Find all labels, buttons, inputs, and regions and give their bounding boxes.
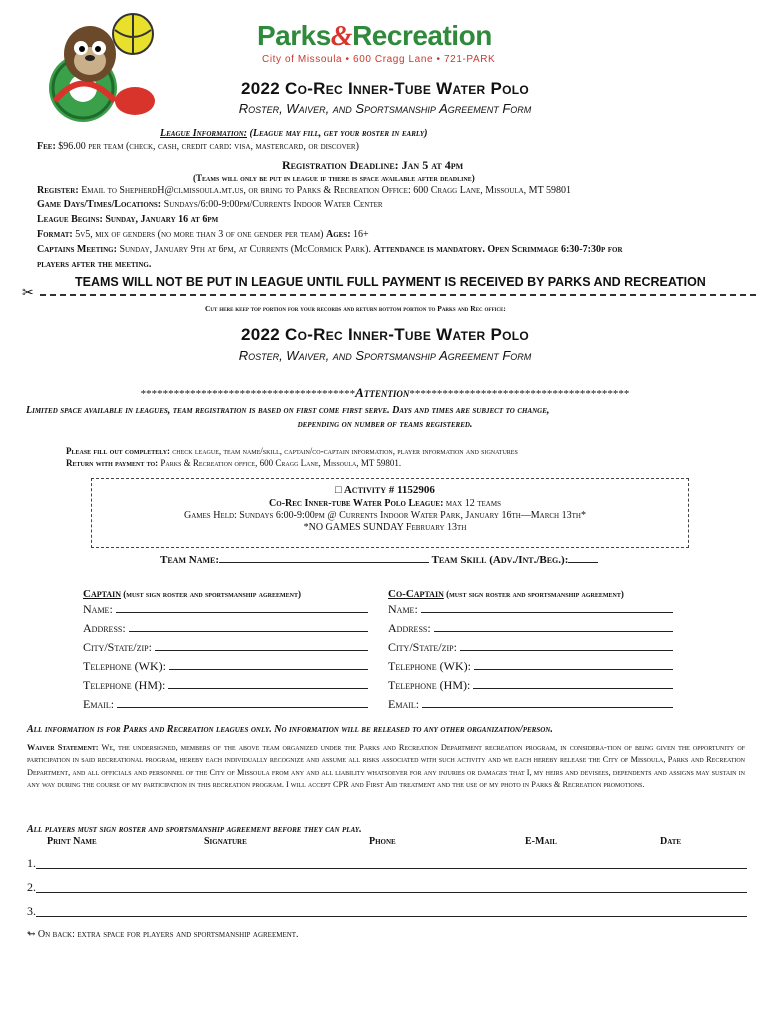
captain-heading: Captain — [83, 588, 122, 600]
team-skill-label: Team Skill (Adv./Int./Beg.): — [431, 554, 569, 566]
format-text: 5v5, mix of genders (no more than 3 of one gender per team) — [75, 229, 324, 240]
format-line — [37, 229, 369, 240]
row-2-field[interactable] — [36, 880, 747, 893]
registration-deadline: Registration Deadline: Jan 5 at 4pm — [282, 158, 464, 172]
activity-checkbox[interactable]: □ Activity # 1152906 — [335, 484, 435, 496]
row-number: 2. — [27, 880, 36, 894]
begins-label: League Begins: — [37, 214, 103, 225]
waiver-statement — [27, 742, 745, 791]
fee-label: Fee: — [37, 141, 56, 152]
row-number: 3. — [27, 904, 36, 918]
no-games-note: *NO GAMES SUNDAY February 13th — [303, 522, 467, 533]
game-line — [37, 199, 383, 210]
captains-bold-2: players after the meeting. — [37, 259, 152, 270]
captains-line — [37, 244, 757, 255]
captain-email-field[interactable] — [117, 697, 368, 708]
waiver-text: We, the undersigned, members of the above team organized under the Parks and Recreation Department recreation program, in considera-tion of being given the opportunity of participation in said recreational program, hereby each individually recognize and assume all risks associated with such activity and we each hereby release the City of Missoula, Parks and Recreation Department, and all officials and personnel of the City of Missoula from any and all liability whatsoever for any injuries or damages that I, my heirs and devisees, dependents and assigns may sustain in any way during the course of my participation in this recreation program. I will accept CPR and First Aid treatment and the use of my photo in Parks & Recreation promotions. — [27, 743, 745, 789]
attention-banner — [0, 385, 770, 401]
team-name-field[interactable] — [219, 552, 429, 563]
back-note — [27, 929, 299, 940]
captain-email-label: Email: — [83, 697, 115, 711]
must-sign-note: All players must sign roster and sportsmanship agreement before they can play. — [27, 824, 362, 835]
cocaptain-heading: Co-Captain — [388, 588, 444, 600]
col-print-name: Print Name — [47, 836, 97, 847]
fee-line — [37, 141, 359, 152]
team-name-label: Team Name: — [160, 554, 220, 566]
cocaptain-phone-hm-label: Telephone (HM): — [388, 678, 471, 692]
cut-line — [40, 294, 756, 296]
fill-text: check league, team name/skill, captain/co-captain information, player information and signatures — [172, 446, 518, 456]
register-text: Email to ShepherdH@ci.missoula.mt.us, or bring to Parks & Recreation Office: 600 Cragg Lane, Missoula, MT 59801 — [81, 185, 571, 196]
row-number: 1. — [27, 856, 36, 870]
return-line — [66, 458, 401, 468]
scissors-icon: ✂ — [22, 286, 34, 301]
captain-phone-hm-field[interactable] — [168, 678, 368, 689]
cocaptain-phone-wk-field[interactable] — [474, 659, 673, 670]
row-3-field[interactable] — [36, 904, 747, 917]
cocaptain-note: (must sign roster and sportsmanship agreement) — [446, 589, 624, 599]
cocaptain-phone-wk-label: Telephone (WK): — [388, 659, 471, 673]
logo-subline: City of Missoula • 600 Cragg Lane • 721-PARK — [262, 54, 496, 65]
league-label: Co-Rec Inner-tube Water Polo League: — [269, 498, 444, 509]
limited-notice: Limited space available in leagues, team registration is based on first come first serve. Days and times are subject to change, — [26, 405, 550, 416]
back-note-text: On back: extra space for players and sportsmanship agreement. — [37, 929, 299, 940]
cocaptain-email-label: Email: — [388, 697, 420, 711]
captain-name-label: Name: — [83, 602, 113, 616]
attention-stars-left: *************************************** — [140, 388, 356, 400]
limited-notice-2: depending on number of teams registered. — [297, 419, 473, 430]
captains-label: Captains Meeting: — [37, 244, 117, 255]
begins-line — [37, 214, 218, 225]
logo-parks: Parks — [257, 20, 331, 51]
fee-text: $96.00 per team (check, cash, credit card: visa, mastercard, or discover) — [58, 141, 359, 152]
cocaptain-phone-hm-field[interactable] — [473, 678, 673, 689]
waiver-label: Waiver Statement: — [27, 743, 99, 752]
captain-note: (must sign roster and sportsmanship agreement) — [123, 589, 302, 599]
cocaptain-address-label: Address: — [388, 621, 431, 635]
fill-label: Please fill out completely: — [66, 446, 171, 456]
cocaptain-email-field[interactable] — [422, 697, 673, 708]
league-info — [160, 128, 428, 139]
register-label: Register: — [37, 185, 79, 196]
logo-ampersand: & — [330, 21, 353, 52]
table-row — [27, 856, 747, 871]
fill-line — [66, 446, 518, 456]
captain-city-field[interactable] — [155, 640, 368, 651]
captain-block — [83, 588, 368, 716]
games-held: Games Held: Sundays 6:00-9:00pm @ Currents Indoor Water Park, January 16th—March 13th* — [184, 510, 586, 521]
game-text: Sundays/6:00-9:00pm/Currents Indoor Water Center — [163, 199, 383, 210]
captain-city-label: City/State/zip: — [83, 640, 152, 654]
page-turn-icon: ↬ — [27, 929, 36, 940]
captain-name-field[interactable] — [116, 602, 368, 613]
team-skill-field[interactable] — [568, 552, 598, 563]
col-phone: Phone — [369, 836, 396, 847]
captain-phone-hm-label: Telephone (HM): — [83, 678, 166, 692]
table-row — [27, 904, 747, 919]
begins-text: Sunday, January 16 at 6pm — [105, 214, 219, 225]
format-label: Format: — [37, 229, 73, 240]
cocaptain-address-field[interactable] — [434, 621, 673, 632]
attention-stars-right: **************************************** — [409, 388, 630, 400]
return-text: Parks & Recreation office, 600 Cragg Lane, Missoula, MT 59801. — [160, 458, 402, 468]
form-subtitle: Roster, Waiver, and Sportsmanship Agreement Form — [238, 348, 532, 363]
captain-address-field[interactable] — [129, 621, 368, 632]
page-subtitle: Roster, Waiver, and Sportsmanship Agreement Form — [238, 101, 532, 116]
league-info-note: (League may fill, get your roster in early) — [249, 128, 428, 139]
captains-bold: Attendance is mandatory. Open Scrimmage 6:30-7:30p for — [373, 244, 623, 255]
captains-text: Sunday, January 9th at 6pm, at Currents (McCormick Park). — [119, 244, 371, 255]
return-label: Return with payment to: — [66, 458, 159, 468]
cocaptain-city-field[interactable] — [460, 640, 673, 651]
cocaptain-name-field[interactable] — [421, 602, 673, 613]
captain-address-label: Address: — [83, 621, 126, 635]
attention-word: Attention — [355, 385, 410, 400]
cut-note: Cut here keep top portion for your records and return bottom portion to Parks and Rec office: — [205, 304, 506, 313]
logo-recreation: Recreation — [352, 20, 492, 51]
info-notice: All information is for Parks and Recreation leagues only. No information will be released to any other organization/person. — [27, 724, 553, 735]
captain-phone-wk-field[interactable] — [169, 659, 368, 670]
col-signature: Signature — [204, 836, 247, 847]
league-text: max 12 teams — [445, 498, 501, 509]
table-row — [27, 880, 747, 895]
cocaptain-block — [388, 588, 673, 716]
league-info-label: League Information: — [160, 128, 248, 139]
ages-label: Ages: — [325, 229, 351, 240]
ages-text: 16+ — [353, 229, 369, 240]
cocaptain-city-label: City/State/zip: — [388, 640, 457, 654]
col-email: E-Mail — [525, 836, 557, 847]
deadline-note: (Teams will only be put in league if there is space available after deadline) — [193, 173, 475, 183]
logo-wordmark — [257, 20, 492, 53]
league-line — [0, 498, 770, 509]
game-label: Game Days/Times/Locations: — [37, 199, 162, 210]
team-line — [160, 552, 598, 566]
page-title: 2022 Co-Rec Inner-Tube Water Polo — [240, 79, 530, 98]
form-title: 2022 Co-Rec Inner-Tube Water Polo — [240, 325, 530, 344]
cocaptain-name-label: Name: — [388, 602, 418, 616]
captain-phone-wk-label: Telephone (WK): — [83, 659, 166, 673]
register-line — [37, 185, 571, 196]
row-1-field[interactable] — [36, 856, 747, 869]
payment-warning: TEAMS WILL NOT BE PUT IN LEAGUE UNTIL FULL PAYMENT IS RECEIVED BY PARKS AND RECREATION — [75, 275, 706, 289]
col-date: Date — [660, 836, 682, 847]
